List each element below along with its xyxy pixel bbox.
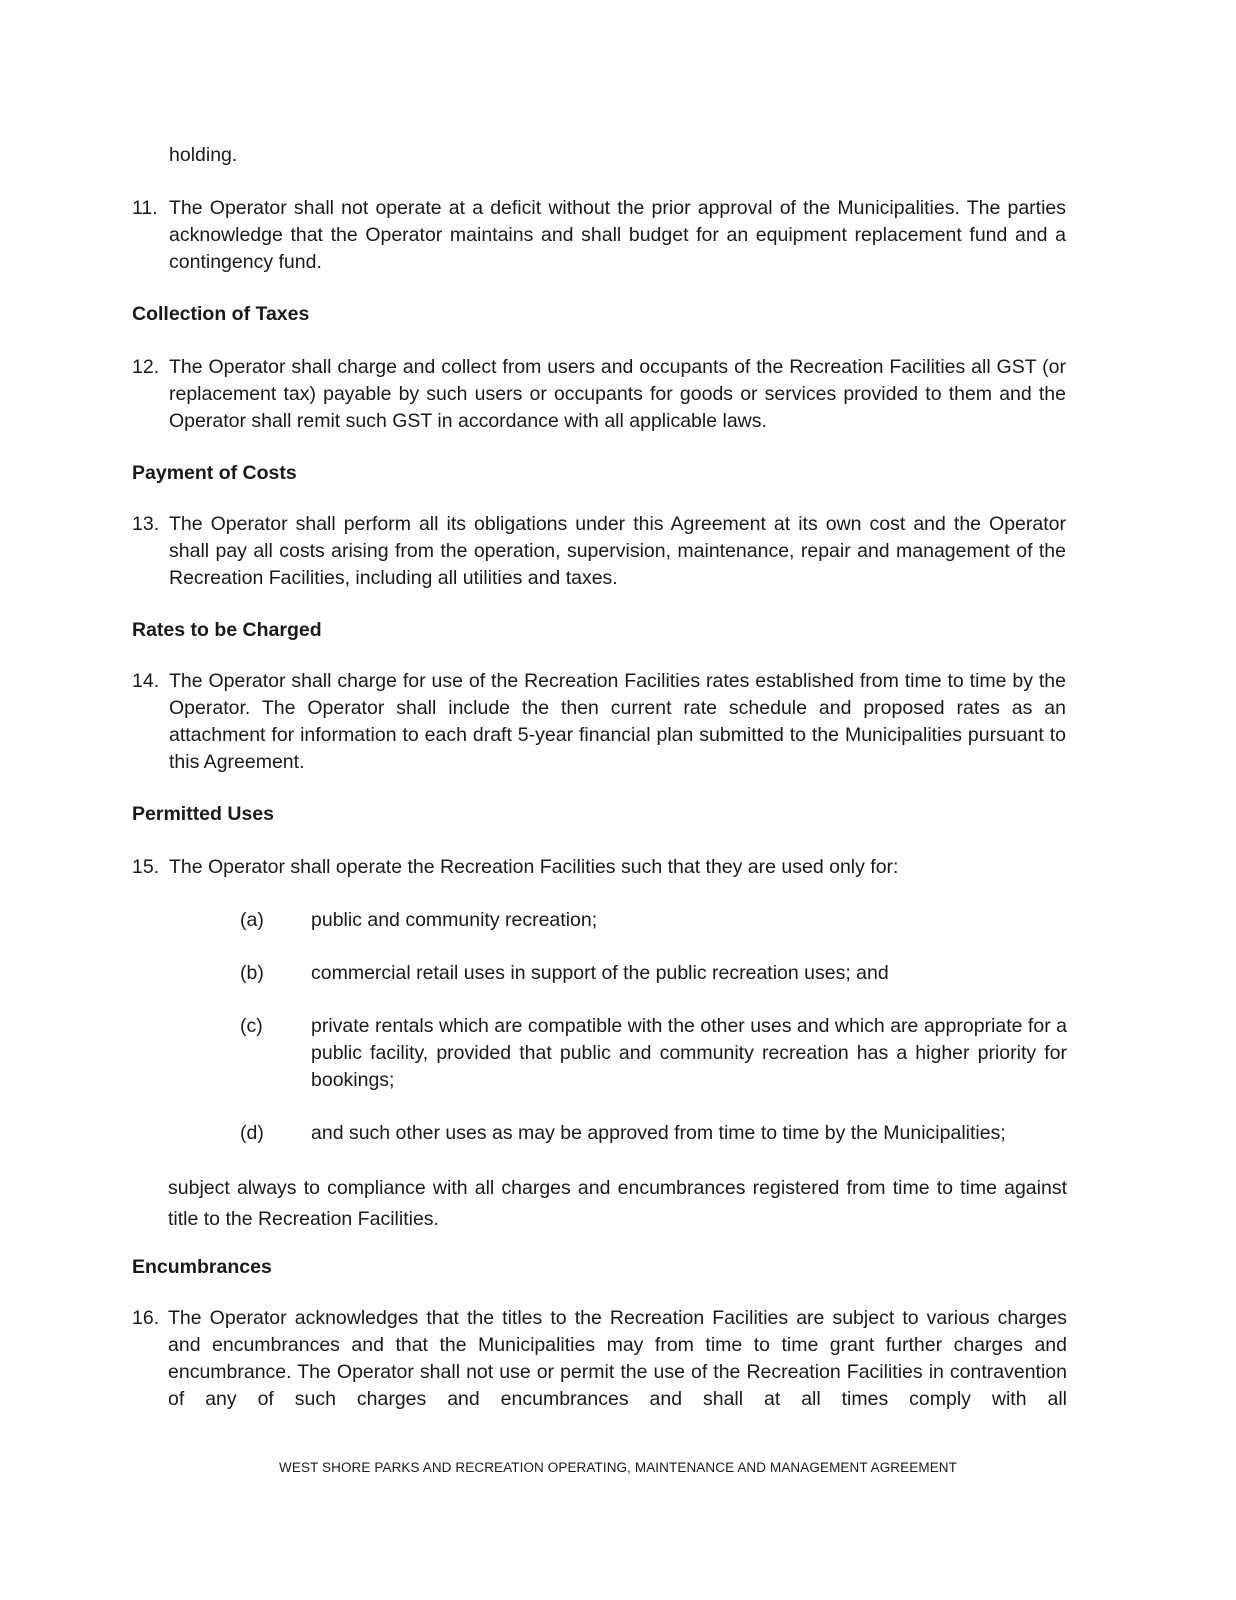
sub-item-text: public and community recreation; [311, 909, 598, 931]
sub-item-text: commercial retail uses in support of the public recreation uses; and [311, 962, 889, 984]
clause-14-text: The Operator shall charge for use of the Recreation Facilities rates established from time to time by the Operator. The Operator shall include the then current rate schedule and proposed rates as an attachment for information to each draft 5-year financial plan submitted to the Municipalities pursuant to this Agreement. [169, 670, 1066, 773]
sub-item-letter: (a) [240, 909, 264, 931]
heading-permitted-uses: Permitted Uses [132, 803, 274, 825]
clause-16-text: The Operator acknowledges that the titles to the Recreation Facilities are subject to various charges and encumbrances and that the Municipalities may from time to time grant further charges and encumbrance. The Operator shall not use or permit the use of the Recreation Facilities in contravention of any of such charges and encumbrances and shall at all times comply with all [168, 1307, 1067, 1410]
sub-item-letter: (d) [240, 1122, 264, 1144]
clause-13-number: 13. [132, 513, 160, 535]
clause-12-number: 12. [132, 356, 160, 378]
sub-item-letter: (b) [240, 962, 264, 984]
clause-15-tail: subject always to compliance with all charges and encumbrances registered from time to time against title to the Recreation Facilities. [168, 1177, 1067, 1230]
page-footer: WEST SHORE PARKS AND RECREATION OPERATING, MAINTENANCE AND MANAGEMENT AGREEMENT [279, 1460, 957, 1475]
sub-item-letter: (c) [240, 1015, 263, 1037]
clause-16-number: 16. [132, 1307, 160, 1329]
clause-15-number: 15. [132, 856, 160, 878]
heading-collection-of-taxes: Collection of Taxes [132, 303, 310, 325]
sub-item-text: and such other uses as may be approved from time to time by the Municipalities; [311, 1122, 1006, 1144]
continuation-text: holding. [169, 144, 238, 166]
clause-13-text: The Operator shall perform all its obligations under this Agreement at its own cost and the Operator shall pay all costs arising from the operation, supervision, maintenance, repair and management of the Recreation Facilities, including all utilities and taxes. [169, 513, 1066, 589]
clause-12-text: The Operator shall charge and collect from users and occupants of the Recreation Facilities all GST (or replacement tax) payable by such users or occupants for goods or services provided to them and the Operator shall remit such GST in accordance with all applicable laws. [169, 356, 1066, 432]
clause-11-number: 11. [132, 197, 158, 219]
heading-encumbrances: Encumbrances [132, 1256, 272, 1278]
heading-rates-to-be-charged: Rates to be Charged [132, 619, 322, 641]
sub-item-text: private rentals which are compatible with the other uses and which are appropriate for a public facility, provided that public and community recreation has a higher priority for bookings; [311, 1015, 1067, 1091]
clause-15-text: The Operator shall operate the Recreation Facilities such that they are used only for: [169, 856, 899, 878]
clause-14-number: 14. [132, 670, 160, 692]
heading-payment-of-costs: Payment of Costs [132, 462, 297, 484]
clause-11-text: The Operator shall not operate at a deficit without the prior approval of the Municipalities. The parties acknowledge that the Operator maintains and shall budget for an equipment replacement fund and a contingency fund. [169, 197, 1066, 273]
